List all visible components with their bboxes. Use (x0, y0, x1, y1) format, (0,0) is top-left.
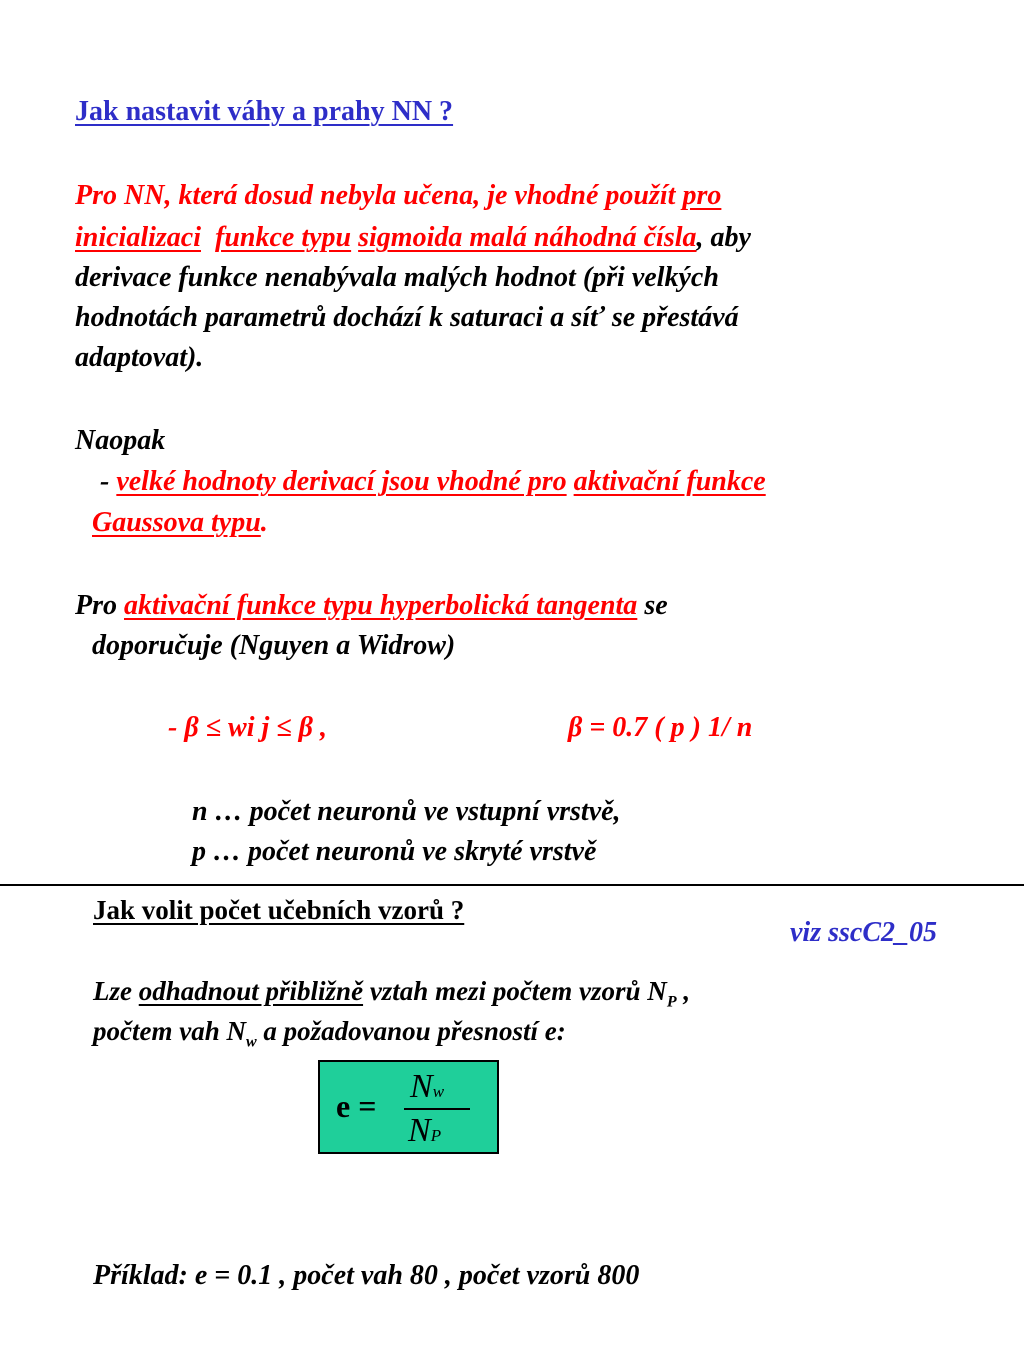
patterns-text-accuracy: a požadovanou přesností e: (256, 1016, 566, 1046)
fraction-bar (404, 1108, 470, 1110)
para1-highlight-init: inicializaci (75, 222, 201, 253)
example-line: Příklad: e = 0.1 , počet vah 80 , počet vzorů 800 (93, 1260, 640, 1291)
naopak-line1 (100, 462, 766, 502)
pro-line2: doporučuje (Nguyen a Widrow) (92, 630, 456, 661)
patterns-text: Lze (93, 976, 139, 1006)
para1-text: Pro NN, která dosud nebyla učena, je vhodné použít (75, 180, 683, 211)
naopak-highlight-gauss: Gaussova typu (92, 507, 261, 538)
weight-range-formula: - β ≤ wi j ≤ β , (168, 712, 327, 743)
para1-line4: hodnotách parametrů dochází k saturaci a síť se přestává (75, 302, 739, 333)
patterns-sub-w: w (245, 1033, 257, 1051)
legend-n: n … počet neuronů ve vstupní vrstvě, (192, 796, 621, 827)
patterns-highlight-estimate: odhadnout přibližně (138, 976, 364, 1006)
para1-line5: adaptovat). (75, 342, 204, 373)
para1-line3: derivace funkce nenabývala malých hodnot (při velkých (75, 262, 719, 293)
para1-text-aby: , aby (696, 222, 751, 253)
pro-text: Pro (75, 590, 124, 621)
equation-box (318, 1060, 499, 1154)
numerator-symbol: N (410, 1068, 433, 1105)
pro-highlight-tanh: aktivační funkce typu hyperbolická tangenta (124, 590, 638, 621)
denominator-symbol: N (408, 1112, 431, 1149)
naopak-line2 (92, 503, 268, 543)
legend-p: p … počet neuronů ve skryté vrstvě (192, 836, 597, 867)
patterns-text-np: vztah mezi počtem vzorů N (363, 976, 667, 1006)
section-title-patterns: Jak volit počet učebních vzorů ? (93, 895, 465, 925)
equation-lhs: e = (336, 1088, 377, 1124)
denominator-subscript: P (430, 1126, 442, 1145)
section-title-weights: Jak nastavit váhy a prahy NN ? (75, 96, 454, 127)
para1-highlight-func: funkce typu (215, 222, 352, 253)
beta-formula: β = 0.7 ( p ) 1/ n (568, 712, 753, 743)
naopak-dash: - (100, 466, 117, 497)
equation-denominator (408, 1112, 441, 1150)
pro-text-se: se (637, 590, 668, 621)
patterns-comma: , (676, 976, 691, 1006)
para1-line1 (75, 176, 721, 216)
reference-link: viz sscC2_05 (790, 917, 937, 948)
equation-numerator (410, 1068, 444, 1106)
para1-highlight-sigmoid: sigmoida malá náhodná čísla (358, 222, 697, 253)
patterns-text-nw: počtem vah N (93, 1016, 246, 1046)
naopak-label: Naopak (75, 425, 166, 456)
naopak-highlight-activation: aktivační funkce (573, 466, 766, 497)
naopak-highlight-derivace: velké hodnoty derivací jsou vhodné pro (116, 466, 567, 497)
section-divider (0, 884, 1024, 886)
para1-line2 (75, 218, 751, 258)
naopak-period: . (260, 507, 268, 538)
pro-line1 (75, 586, 668, 626)
numerator-subscript: w (432, 1082, 445, 1101)
patterns-line2 (93, 1011, 566, 1062)
patterns-sub-p: P (666, 993, 677, 1011)
para1-highlight-pro: pro (682, 180, 722, 211)
